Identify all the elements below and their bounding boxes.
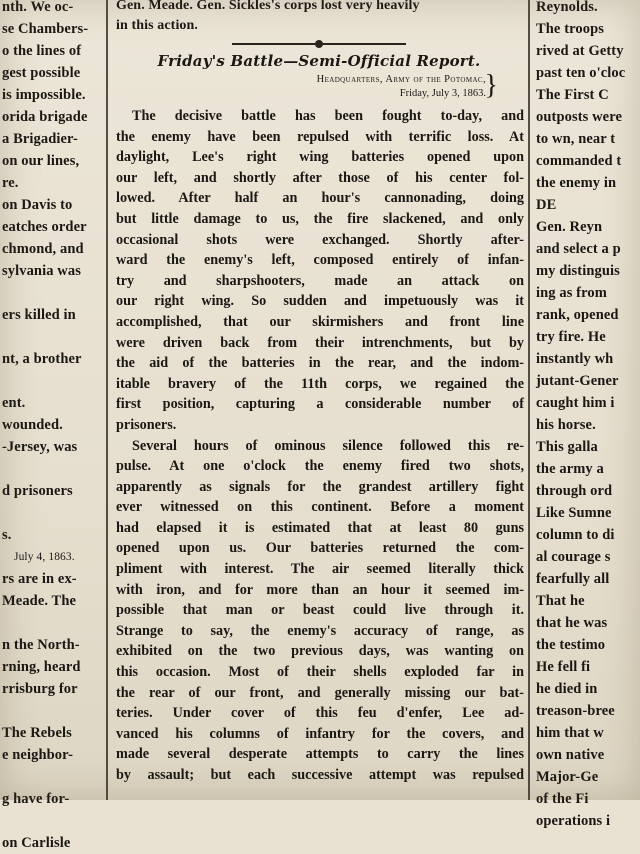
text-line (2, 612, 104, 634)
text-line: by assault; but each successive attempt was repulsed (116, 767, 524, 783)
article-body (112, 106, 526, 786)
text-line: prisoners. (116, 416, 177, 433)
text-line: through ord (536, 483, 613, 499)
text-line: and select a p (536, 241, 621, 257)
text-line: operations i (536, 813, 611, 829)
text-line: s. (2, 527, 12, 543)
text-line: Gen. Meade. Gen. Sickles's corps lost very heavily (116, 0, 420, 13)
dateline-headquarters: Headquarters, Army of the Potomac, (316, 74, 486, 85)
text-line: al courage s (536, 549, 611, 565)
text-line: of the Fi (536, 791, 589, 807)
text-line: The Rebels (2, 725, 72, 741)
text-line (2, 700, 104, 722)
text-line: in this action. (116, 18, 199, 33)
text-line: rank, opened (536, 307, 619, 323)
text-line: a Brigadier- (2, 131, 78, 147)
text-line (2, 458, 104, 480)
text-line: Several hours of ominous silence followed this re- (132, 437, 524, 454)
text-line: past ten o'cloc (536, 65, 626, 81)
dateline-date: Friday, July 3, 1863. (399, 88, 486, 99)
text-line: own native (536, 747, 605, 763)
text-line: the rear of our front, and generally missing our bat- (116, 684, 524, 701)
text-line: orida brigade (2, 109, 88, 125)
text-line: jutant-Gener (536, 373, 619, 389)
text-line: ing as from (536, 285, 607, 301)
text-line: occasional shots were exchanged. Shortly after- (116, 231, 524, 248)
text-line: his horse. (536, 417, 596, 433)
text-line: rning, heard (2, 659, 81, 675)
article-dateline (112, 70, 526, 106)
text-line: made several desperate attempts to carry the lines (116, 746, 524, 763)
text-line: Major-Ge (536, 769, 599, 785)
text-line: teries. Under cover of this feu d'enfer, Lee ad- (116, 705, 524, 722)
text-line: try and sharpshooters, made an attack on (116, 272, 524, 289)
text-line: the enemy in (536, 175, 617, 191)
text-line: but little damage to us, the fire slackened, and only (116, 210, 524, 227)
text-line: rs are in ex- (2, 571, 77, 587)
text-line: rrisburg for (2, 681, 78, 697)
article-divider (112, 38, 526, 50)
text-line (2, 502, 104, 524)
article-headline: Friday's Battle—Semi-Official Report. (157, 52, 481, 70)
text-line: n the North- (2, 637, 80, 653)
text-line: exhibited on the two previous days, was wanting on (116, 643, 524, 660)
text-line (2, 370, 104, 392)
text-line: July 4, 1863. (14, 551, 75, 563)
text-line: se Chambers- (2, 21, 89, 37)
text-line (2, 810, 104, 832)
text-line: eatches order (2, 219, 87, 235)
text-line: opened upon us. Our batteries returned the com- (116, 540, 524, 557)
text-line: that he was (536, 615, 608, 631)
text-line: possible that man or beast could live through it. (116, 602, 524, 619)
text-line: try fire. He (536, 329, 606, 345)
text-line: pulse. At one o'clock the enemy fired two shots, (116, 458, 524, 475)
text-line: g have for- (2, 791, 70, 807)
text-line: The decisive battle has been fought to-day, and (132, 108, 524, 124)
left-column-lines (0, 0, 104, 854)
text-line: my distinguis (536, 263, 620, 279)
text-line: ever witnessed on this continent. Before a moment (116, 499, 524, 516)
left-column (0, 0, 104, 851)
middle-column (112, 0, 526, 800)
text-line: the army a (536, 461, 604, 477)
text-line: nt, a brother (2, 351, 82, 367)
text-line: column to di (536, 527, 615, 543)
text-line: caught him i (536, 395, 615, 411)
text-line: The First C (536, 87, 609, 103)
text-line: this occasion. Most of their shells exploded far in (116, 664, 524, 681)
column-rule-right (528, 0, 530, 800)
previous-article-tail (112, 0, 526, 36)
text-line: first position, capturing a considerable number of (116, 396, 524, 413)
text-line: gest possible (2, 65, 81, 81)
text-line: o the lines of (2, 43, 82, 59)
text-line: rived at Getty (536, 43, 624, 59)
column-rule-left (106, 0, 108, 800)
text-line: the enemy have been repulsed with terrific loss. At (116, 128, 524, 145)
text-line: on our lines, (2, 153, 80, 169)
text-line: re. (2, 175, 19, 191)
text-line: He fell fi (536, 659, 591, 675)
text-line: e neighbor- (2, 747, 74, 763)
text-line: itable bravery of the 11th corps, we regained the (116, 375, 524, 392)
text-line: our right wing. So sudden and impetuously was it (116, 293, 524, 310)
text-line: apparently as signals for the grandest artillery fight (116, 478, 524, 495)
text-line: ward the enemy's left, composed entirely of infan- (116, 252, 524, 269)
text-line (2, 766, 104, 788)
text-line: nth. We oc- (2, 0, 74, 15)
text-line: That he (536, 593, 585, 609)
text-line: Strange to say, the enemy's accuracy of range, as (116, 622, 524, 639)
text-line: daylight, Lee's right wing batteries opened upon (116, 149, 524, 166)
text-line: d prisoners (2, 483, 73, 499)
text-line: were driven back from their intrenchments, but by (116, 334, 524, 351)
text-line: him that w (536, 725, 604, 741)
text-line: wounded. (2, 417, 63, 433)
text-line: pliment with interest. The air seemed literally thick (116, 561, 524, 578)
text-line: our left, and shortly after those of his center fol- (116, 169, 524, 186)
text-line: This galla (536, 439, 598, 455)
text-line: on Carlisle (2, 835, 71, 851)
text-line: on Davis to (2, 197, 73, 213)
text-line: accomplished, that our skirmishers and front line (116, 313, 524, 330)
text-line: he died in (536, 681, 598, 697)
right-column (532, 0, 640, 829)
text-line: ent. (2, 395, 26, 411)
text-line (2, 326, 104, 348)
text-line: Meade. The (2, 593, 77, 609)
text-line: chmond, and (2, 241, 84, 257)
text-line: Like Sumne (536, 505, 612, 521)
right-column-lines (532, 0, 640, 832)
text-line: ers killed in (2, 307, 76, 323)
text-line: fearfully all (536, 571, 610, 587)
text-line: had elapsed it is estimated that at least 80 guns (116, 519, 524, 536)
text-line: sylvania was (2, 263, 81, 279)
dateline-brace: } (484, 70, 498, 101)
text-line: Gen. Reyn (536, 219, 603, 235)
text-line (2, 282, 104, 304)
text-line: DE (536, 197, 557, 213)
text-line: the testimo (536, 637, 606, 653)
text-line: to wn, near t (536, 131, 616, 147)
text-line: vanced his columns of infantry for the covers, and (116, 725, 524, 742)
text-line: commanded t (536, 153, 622, 169)
text-line: -Jersey, was (2, 439, 78, 455)
text-line: Reynolds. (536, 0, 598, 15)
text-line: with iron, and for more than an hour it seemed im- (116, 581, 524, 598)
text-line: is impossible. (2, 87, 86, 103)
text-line: outposts were (536, 109, 623, 125)
text-line: the aid of the batteries in the rear, and the indom- (116, 355, 524, 372)
text-line: instantly wh (536, 351, 614, 367)
text-line: The troops (536, 21, 605, 37)
text-line: lowed. After half an hour's cannonading, doing (116, 190, 524, 207)
text-line: treason-bree (536, 703, 615, 719)
